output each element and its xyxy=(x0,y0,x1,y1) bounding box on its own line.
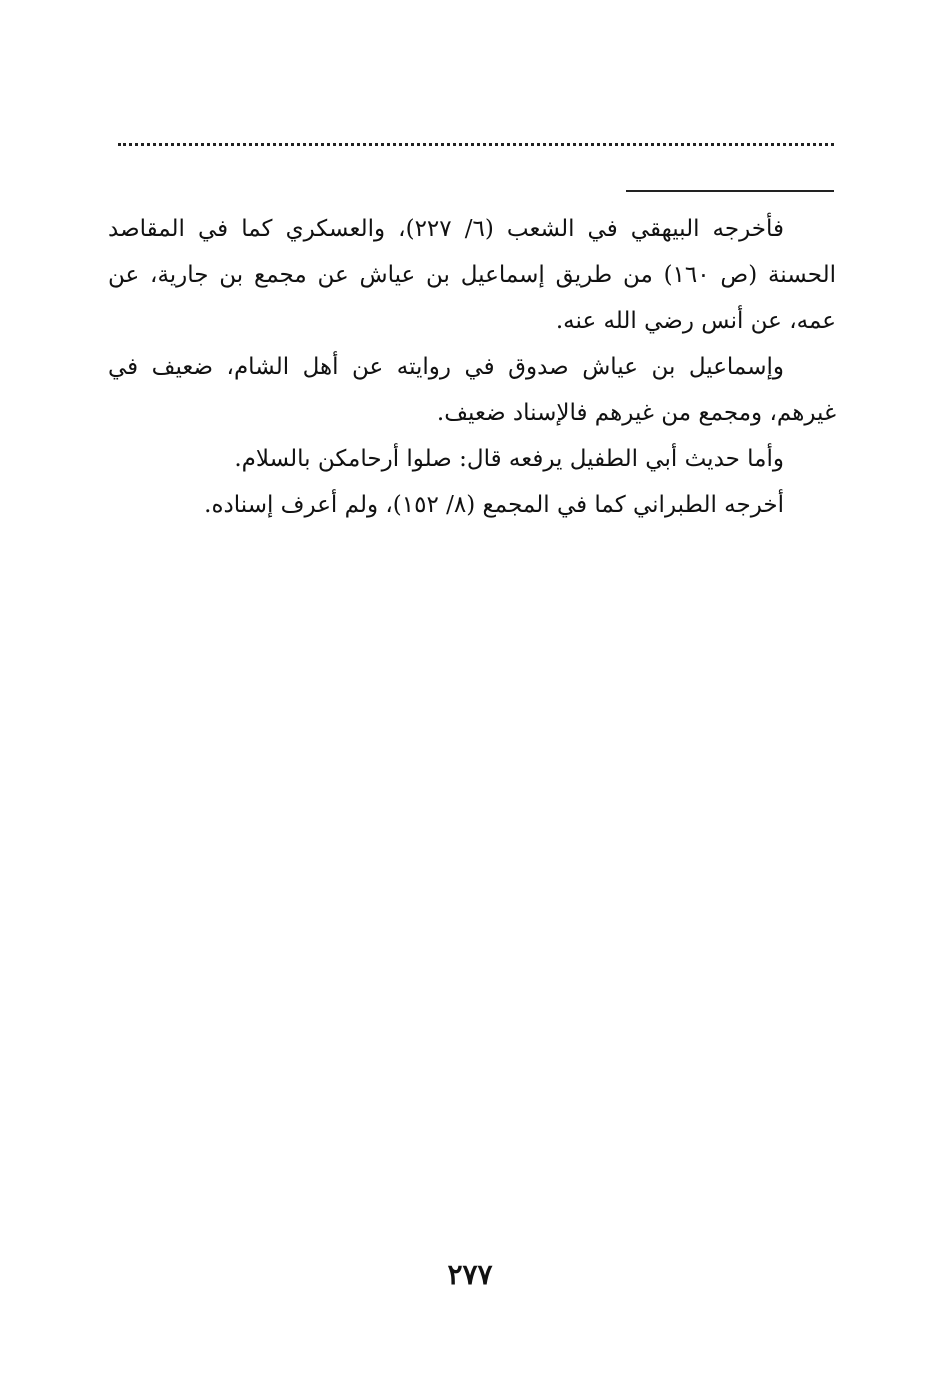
paragraph-takhrij-bayhaqi: فأخرجه البيهقي في الشعب (٦/ ٢٢٧)، والعسكري كما في المقاصد الحسنة (ص ١٦٠) من طريق إسماعيل بن عياش عن مجمع بن جارية، عن عمه، عن أنس رضي الله عنه. xyxy=(108,216,837,334)
paragraph-isnad-assessment: وإسماعيل بن عياش صدوق في روايته عن أهل الشام، ضعيف في غيرهم، ومجمع من غيرهم فالإسناد ضعيف. xyxy=(108,354,836,426)
footnote-text-block xyxy=(108,206,836,528)
dotted-separator xyxy=(118,143,834,146)
paragraph-takhrij-tabarani: أخرجه الطبراني كما في المجمع (٨/ ١٥٢)، ولم أعرف إسناده. xyxy=(204,492,784,518)
page-number: ٢٧٧ xyxy=(447,1258,493,1291)
paragraph-hadith-abi-tufayl: وأما حديث أبي الطفيل يرفعه قال: صلوا أرحامكن بالسلام. xyxy=(234,446,784,472)
footnote-separator xyxy=(626,190,834,192)
